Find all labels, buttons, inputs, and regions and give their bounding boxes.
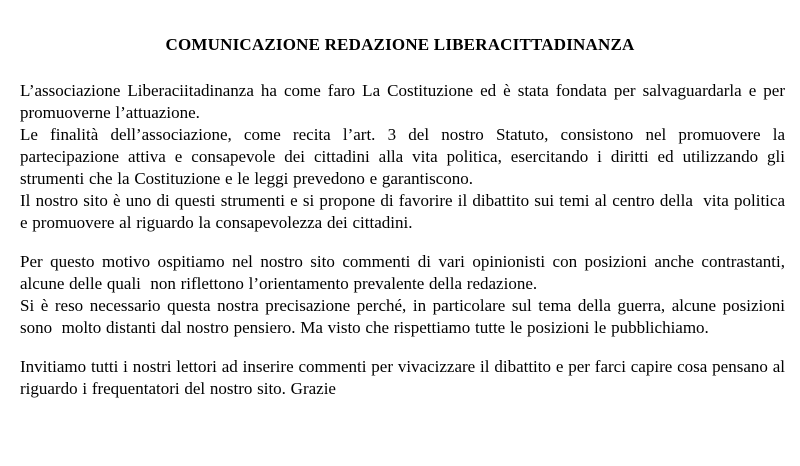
paragraph: Si è reso necessario questa nostra precisazione perché, in particolare sul tema della guerra, alcune posizioni sono molto distanti dal nostro pensiero. Ma visto che rispettiamo tutte le posizioni le pubblichiamo.: [20, 296, 790, 337]
document-title: COMUNICAZIONE REDAZIONE LIBERACITTADINANZA: [165, 35, 635, 54]
paragraph: Il nostro sito è uno di questi strumenti e si propone di favorire il dibattito sui temi al centro della vita politica e promuovere al riguardo la consapevolezza dei cittadini.: [20, 191, 790, 232]
paragraph: Invitiamo tutti i nostri lettori ad inserire commenti per vivacizzare il dibattito e per farci capire cosa pensano al riguardo i frequentatori del nostro sito. Grazie: [20, 357, 790, 398]
paragraph: Le finalità dell’associazione, come recita l’art. 3 del nostro Statuto, consistono nel promuovere la partecipazione attiva e consapevole dei cittadini alla vita politica, esercitando i diritti ed utilizzando gli strumenti che la Costituzione e le leggi prevedono e garantiscono.: [20, 125, 790, 188]
paragraph: Per questo motivo ospitiamo nel nostro sito commenti di vari opinionisti con posizioni anche contrastanti, alcune delle quali non riflettono l’orientamento prevalente della redazione.: [20, 252, 790, 293]
document-body: [0, 80, 800, 400]
paragraph: L’associazione Liberaciitadinanza ha come faro La Costituzione ed è stata fondata per salvaguardarla e per promuoverne l’attuazione.: [20, 81, 790, 122]
